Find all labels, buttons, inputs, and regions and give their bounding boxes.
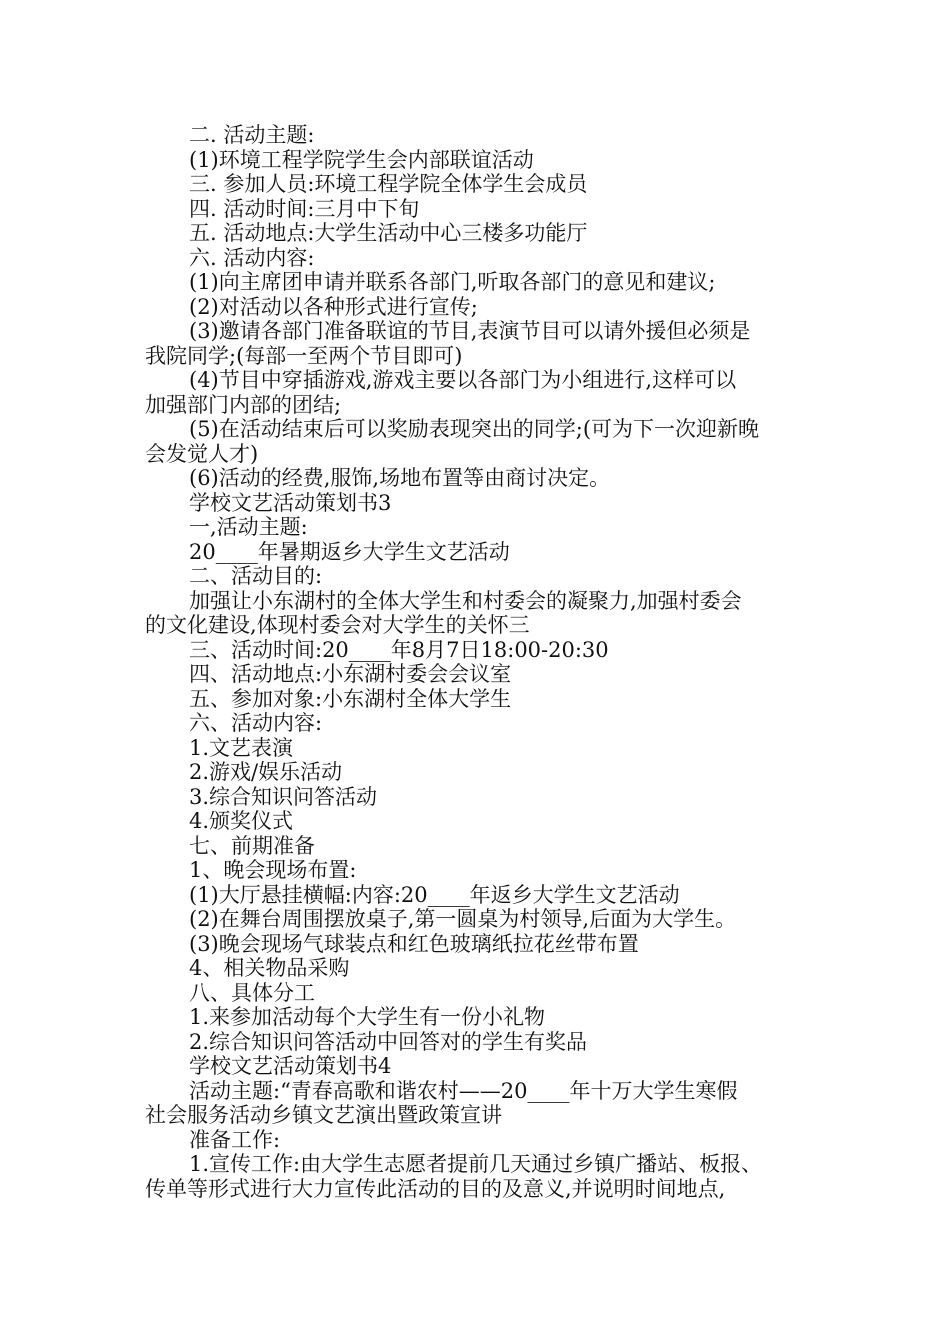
text-line: 六. 活动内容: — [189, 245, 315, 270]
text-line: 加强部门内部的团结; — [145, 392, 342, 417]
text-line: 四. 活动时间:三月中下旬 — [189, 196, 420, 221]
text-line: 2.游戏/娱乐活动 — [189, 760, 343, 784]
text-line: 2.综合知识问答活动中回答对的学生有奖品 — [189, 1029, 588, 1054]
text-line: 社会服务活动乡镇文艺演出暨政策宣讲 — [145, 1103, 502, 1127]
text-line: 我院同学;(每部一至两个节目即可) — [145, 343, 463, 368]
text-line: 的文化建设,体现村委会对大学生的关怀三 — [145, 613, 530, 637]
text-line: 一,活动主题: — [189, 515, 308, 539]
text-line: 三. 参加人员:环境工程学院全体学生会成员 — [189, 172, 588, 196]
text-line: (6)活动的经费,服饰,场地布置等由商讨决定。 — [189, 466, 611, 490]
text-line: 4、相关物品采购 — [189, 956, 350, 980]
text-line: 3.综合知识问答活动 — [189, 784, 378, 809]
text-line: 三、活动时间:20____年8月7日18:00-20:30 — [189, 637, 609, 662]
text-line: (3)邀请各部门准备联谊的节目,表演节目可以请外援但必须是 — [189, 319, 751, 343]
text-line: 1、晚会现场布置: — [189, 858, 357, 882]
text-line: (1)向主席团申请并联系各部门,听取各部门的意见和建议; — [189, 270, 716, 294]
document-body — [145, 123, 815, 1201]
text-line: (3)晚会现场气球装点和红色玻璃纸拉花丝带布置 — [189, 931, 639, 956]
text-line: (2)在舞台周围摆放桌子,第一圆桌为村领导,后面为大学生。 — [189, 907, 737, 931]
text-line: 活动主题:“青春高歌和谐农村——20____年十万大学生寒假 — [189, 1078, 738, 1103]
text-line: (5)在活动结束后可以奖励表现突出的同学;(可为下一次迎新晚 — [189, 417, 760, 441]
text-line: 学校文艺活动策划书4 — [189, 1054, 392, 1078]
text-line: 1.宣传工作:由大学生志愿者提前几天通过乡镇广播站、板报、 — [189, 1152, 763, 1176]
text-line: 学校文艺活动策划书3 — [189, 490, 392, 515]
text-line: 加强让小东湖村的全体大学生和村委会的凝聚力,加强村委会 — [189, 588, 742, 613]
text-line: (2)对活动以各种形式进行宣传; — [189, 294, 478, 319]
text-line: (1)大厅悬挂横幅:内容:20____年返乡大学生文艺活动 — [189, 882, 680, 907]
text-line: 1.文艺表演 — [189, 735, 294, 760]
text-line: 六、活动内容: — [189, 711, 323, 735]
text-line: 七、前期准备 — [189, 833, 315, 858]
text-line: 20____年暑期返乡大学生文艺活动 — [189, 539, 510, 564]
text-line: (4)节目中穿插游戏,游戏主要以各部门为小组进行,这样可以 — [189, 368, 737, 392]
text-line: 准备工作: — [189, 1127, 281, 1152]
text-line: 1.来参加活动每个大学生有一份小礼物 — [189, 1005, 546, 1029]
text-line: 二. 活动主题: — [189, 123, 315, 147]
text-line: 二、活动目的: — [189, 564, 323, 588]
text-line: (1)环境工程学院学生会内部联谊活动 — [189, 147, 534, 172]
text-line: 会发觉人才) — [145, 441, 259, 466]
text-line: 四、活动地点:小东湖村委会会议室 — [189, 662, 512, 686]
text-line: 4.颁奖仪式 — [189, 809, 294, 833]
text-line: 传单等形式进行大力宣传此活动的目的及意义,并说明时间地点, — [145, 1176, 726, 1201]
text-line: 五、参加对象:小东湖村全体大学生 — [189, 686, 512, 711]
text-line: 八、具体分工 — [189, 980, 315, 1005]
text-line: 五. 活动地点:大学生活动中心三楼多功能厅 — [189, 221, 588, 245]
